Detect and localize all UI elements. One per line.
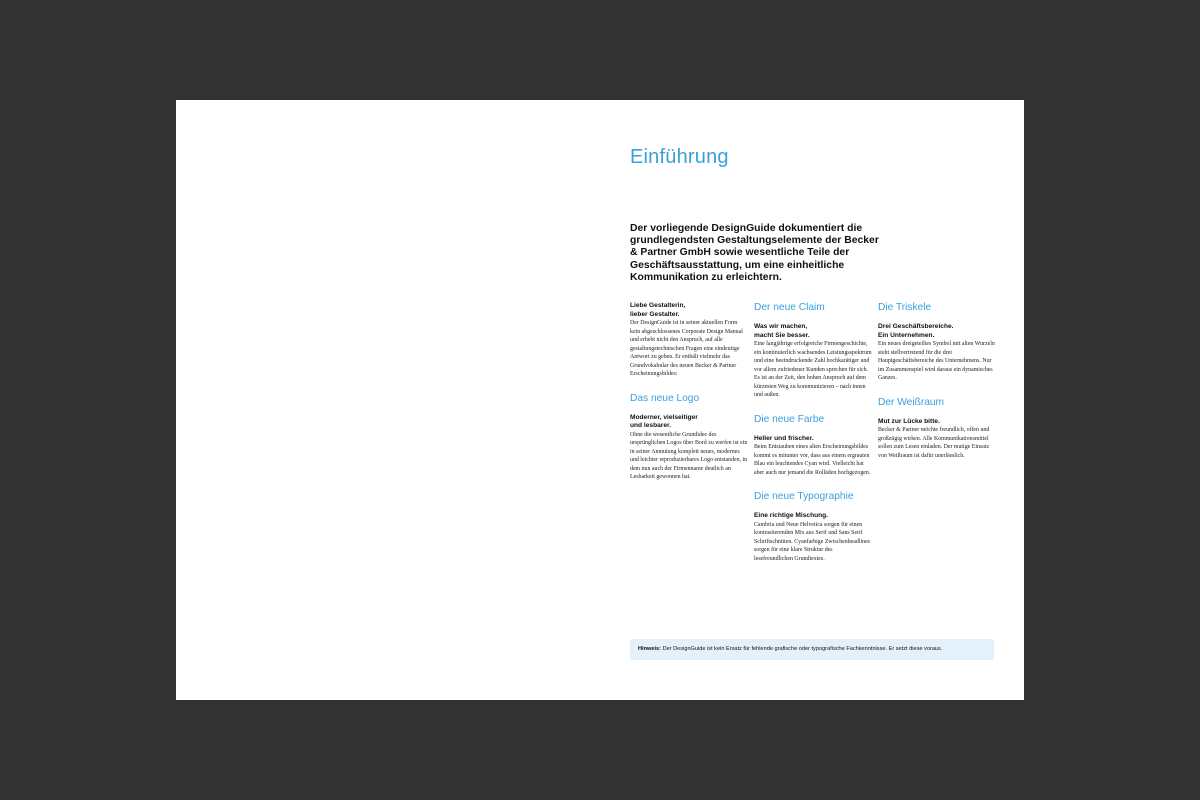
hint-separator: :	[659, 646, 662, 652]
section-heading-claim: Der neue Claim	[754, 302, 825, 313]
logo-body: Ohne die wesentliche Grundidee des ursprünglichen Logos über Bord zu werfen ist ein in seiner Anmutung komplett neues, modernes und leichter reproduzierbares Logo entstanden, in dem nun auch der Firmenname deutlich an Lesbarkeit gewonnen hat.	[630, 431, 748, 481]
section-heading-color: Die neue Farbe	[754, 413, 825, 425]
triskele-body: Ein neues dreigeteiltes Symbol mit alten Wurzeln steht stellvertretend für die drei Hauptgeschäftsbereiche des Unternehmens. Nur im Zusammenspiel wird daraus ein dynamisches Ganzes.	[878, 341, 995, 382]
intro-paragraph: Der vorliegende DesignGuide dokumentiert die grundlegendsten Gestaltungselemente der Becker & Partner GmbH sowie wesentliche Teile der Geschäftsausstattung, um eine einheitliche Kommunikation zu erleichtern.	[630, 223, 879, 283]
section-heading-logo: Das neue Logo	[630, 392, 700, 404]
hint-box	[630, 639, 994, 660]
text-column-3	[878, 302, 996, 460]
logo-lead: Moderner, vielseitiger und lesbarer.	[630, 413, 698, 430]
greeting-lead: Liebe Gestalterin, lieber Gestalter.	[630, 302, 686, 318]
section-heading-triskele: Die Triskele	[878, 302, 932, 313]
section-heading-typography: Die neue Typographie	[754, 491, 854, 503]
color-lead: Heller und frischer.	[754, 434, 814, 442]
text-column-1	[630, 302, 748, 482]
page-title: Einführung	[630, 146, 729, 168]
color-body: Beim Entstauben eines alten Erscheinungsbildes kommt es mitunter vor, dass aus einem ergrauten Blau ein leuchtendes Cyan wird. Vielleicht hat aber auch nur jemand die Rolläden hochgezogen.	[754, 444, 871, 476]
whitespace-body: Becker & Partner möchte freundlich, offen und großzügig wirken. Alle Kommunikationsmittel sollen zum Lesen einladen. Der mutige Einsatz von Weißraum ist dafür unerlässlich.	[878, 427, 990, 459]
triskele-lead: Drei Geschäftsbereiche. Ein Unternehmen.	[878, 323, 954, 339]
claim-body: Eine langjährige erfolgreiche Firmengeschichte, ein kontinuierlich wachsendes Leistungsspektrum und eine beeindruckende Zahl hochkarätiger und vor allem zufriedener Kunden sprechen für sich. Es ist an der Zeit, den hohen Anspruch auf dem kürzesten Weg zu kommunizieren – nach innen und außen.	[754, 341, 872, 399]
claim-lead: Was wir machen, macht Sie besser.	[754, 323, 810, 339]
text-column-2	[754, 302, 872, 563]
document-spread	[176, 100, 1024, 700]
typography-body: Cambria und Neue Helvetica sorgen für einen kontrastierenden Mix aus Serif und Sans Serif Schriftschnitten. Cyanfarbige Zwischenheadlines sorgen für eine klare Struktur des lesefreundlichen Grundtextes.	[754, 521, 870, 562]
right-page	[600, 100, 1024, 700]
typography-lead: Eine richtige Mischung.	[754, 512, 829, 520]
hint-text: Der DesignGuide ist kein Ersatz für fehlende grafische oder typografische Fachkenntnisse. Er setzt diese voraus.	[661, 646, 943, 652]
greeting-body: Der DesignGuide ist in seiner aktuellen Form kein abgeschlossenes Corporate Design Manual und erhebt nicht den Anspruch, auf alle gestaltungstechnischen Fragen eine eindeutige Antwort zu geben. Er enthält vielmehr das Grundvokabular des neuen Becker & Partner Erscheinungsbildes:	[630, 320, 743, 378]
whitespace-lead: Mut zur Lücke bitte.	[878, 417, 940, 425]
section-heading-whitespace: Der Weißraum	[878, 396, 945, 408]
hint-label: Hinweis	[638, 646, 660, 652]
